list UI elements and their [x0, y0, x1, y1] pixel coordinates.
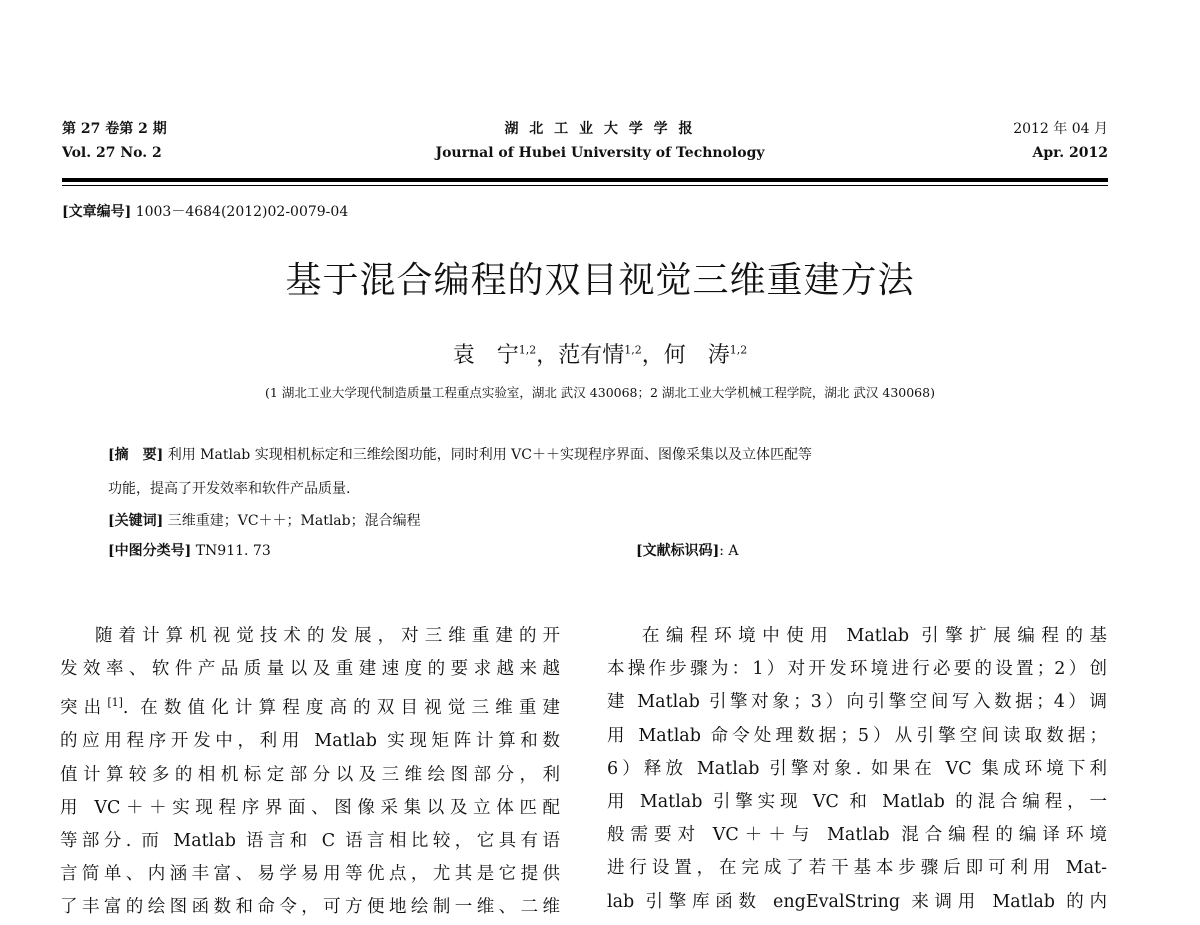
author-2-affil: 1,2 — [624, 343, 642, 357]
body-right-line: 般需要对 VC＋＋与 Matlab 混合编程的编译环境 — [607, 825, 1107, 846]
body-left-line: 用 VC＋＋实现程序界面、图像采集以及立体匹配 — [60, 797, 560, 818]
abstract-line-2: 功能，提高了开发效率和软件产品质量. — [108, 481, 351, 497]
author-1: 袁 宁 — [452, 343, 519, 368]
volume-cn: 第 27 卷第 2 期 — [62, 121, 167, 137]
body-left-line: 值计算较多的相机标定部分以及三维绘图部分，利 — [60, 764, 560, 785]
body-left-line: 随着计算机视觉技术的发展，对三维重建的开 — [95, 626, 560, 646]
body-right-line: 进行设置，在完成了若干基本步骤后即可利用 Mat- — [607, 858, 1107, 879]
affiliation: (1 湖北工业大学现代制造质量工程重点实验室，湖北 武汉 430068；2 湖北工业大学机械工程学院，湖北 武汉 430068) — [265, 385, 935, 400]
body-left-line: 发效率、软件产品质量以及重建速度的要求越来越 — [60, 659, 560, 680]
keywords-text: 三维重建；VC＋＋；Matlab；混合编程 — [167, 513, 421, 529]
body-left-line: 言简单、内涵丰富、易学易用等优点，尤其是它提供 — [60, 864, 560, 885]
body-right-line: 用 Matlab 命令处理数据；5）从引擎空间读取数据； — [607, 725, 1107, 746]
body-column-right — [607, 620, 1107, 919]
journal-name-en: Journal of Hubei University of Technology — [435, 145, 765, 161]
header-rule-thick — [62, 178, 1108, 182]
abstract-text-1: 利用 Matlab 实现相机标定和三维绘图功能，同时利用 VC＋＋实现程序界面、图像采集以及立体匹配等 — [167, 447, 812, 463]
author-list — [0, 338, 1200, 369]
date-cn: 2012 年 04 月 — [1013, 121, 1108, 137]
body-left-text: 突出 — [60, 698, 108, 719]
body-right-line: 用 Matlab 引擎实现 VC 和 Matlab 的混合编程，一 — [607, 792, 1107, 813]
author-2: 范有情 — [558, 343, 625, 368]
article-number-label: [文章编号] — [62, 204, 132, 220]
body-right-line: 建 Matlab 引擎对象；3）向引擎空间写入数据；4）调 — [607, 692, 1107, 713]
date-en: Apr. 2012 — [1032, 145, 1108, 161]
author-sep: ， — [536, 343, 559, 368]
body-left-text: . 在数值化计算程度高的双目视觉三维重建 — [122, 698, 560, 719]
body-right-line: 在编程环境中使用 Matlab 引擎扩展编程的基 — [642, 626, 1107, 646]
document-code-label: [文献标识码] — [636, 543, 720, 559]
abstract-label: [摘 要] — [108, 447, 164, 463]
body-left-line: 了丰富的绘图函数和命令，可方便地绘制一维、二维 — [60, 897, 560, 918]
author-3: 何 涛 — [663, 343, 730, 368]
author-3-affil: 1,2 — [729, 343, 748, 357]
volume-en: Vol. 27 No. 2 — [62, 145, 162, 161]
body-right-line: 6）释放 Matlab 引擎对象. 如果在 VC 集成环境下利 — [607, 758, 1107, 779]
keywords-label: [关键词] — [108, 513, 164, 529]
author-sep: ， — [641, 343, 664, 368]
article-number — [62, 201, 348, 221]
article-number-value: 1003－4684(2012)02-0079-04 — [135, 204, 349, 220]
classification-label: [中图分类号] — [108, 543, 192, 559]
keywords — [108, 510, 421, 530]
paper-title: 基于混合编程的双目视觉三维重建方法 — [285, 260, 915, 301]
classification-text: TN911. 73 — [195, 543, 271, 559]
body-right-line: 本操作步骤为：1）对开发环境进行必要的设置；2）创 — [607, 659, 1107, 680]
citation-ref: [1] — [107, 696, 123, 710]
document-code — [636, 540, 739, 560]
author-1-affil: 1,2 — [518, 343, 537, 357]
body-left-line — [60, 686, 560, 725]
body-left-line: 等部分. 而 Matlab 语言和 C 语言相比较，它具有语 — [60, 831, 560, 852]
classification-number — [108, 540, 271, 560]
journal-name-cn: 湖 北 工 业 大 学 学 报 — [504, 121, 696, 137]
body-column-left — [60, 620, 560, 925]
document-code-text: : A — [719, 543, 739, 559]
abstract-line-1 — [108, 444, 812, 464]
header-rule-thin — [62, 185, 1108, 186]
body-right-line: lab 引擎库函数 engEvalString 来调用 Matlab 的内 — [607, 891, 1107, 912]
body-left-line: 的应用程序开发中，利用 Matlab 实现矩阵计算和数 — [60, 731, 560, 752]
